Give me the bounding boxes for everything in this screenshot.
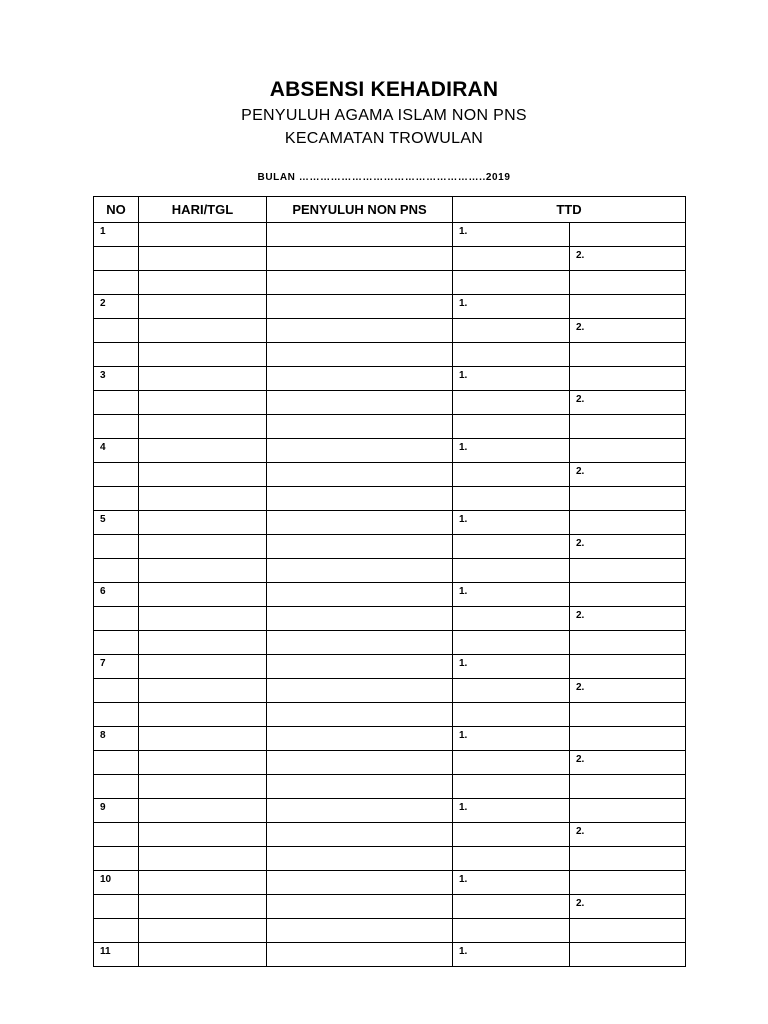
table-row <box>94 775 686 799</box>
signature-2-cell[interactable] <box>570 367 686 391</box>
signature-1-cell[interactable]: 1. <box>453 439 570 463</box>
name-cell[interactable] <box>267 295 453 319</box>
signature-2-cell[interactable] <box>570 295 686 319</box>
signature-1-cell[interactable] <box>453 775 570 799</box>
entry-number-cell <box>94 463 139 487</box>
date-cell[interactable] <box>139 463 267 487</box>
table-row <box>94 343 686 367</box>
table-row <box>94 559 686 583</box>
signature-1-cell[interactable] <box>453 895 570 919</box>
signature-2-cell[interactable] <box>570 223 686 247</box>
entry-number-cell <box>94 391 139 415</box>
entry-number-cell <box>94 607 139 631</box>
signature-1-cell[interactable] <box>453 535 570 559</box>
entry-number-cell <box>94 247 139 271</box>
entry-number-cell <box>94 487 139 511</box>
entry-number-cell <box>94 559 139 583</box>
month-field: BULAN ……………………………………………..2019 <box>257 172 511 183</box>
attendance-table <box>93 196 686 967</box>
entry-number-cell <box>94 271 139 295</box>
date-cell[interactable] <box>139 943 267 967</box>
document-subtitle-district: KECAMATAN TROWULAN <box>284 130 484 147</box>
table-row <box>94 919 686 943</box>
signature-1-cell[interactable] <box>453 415 570 439</box>
signature-1-cell[interactable] <box>453 823 570 847</box>
document-title: ABSENSI KEHADIRAN <box>269 78 499 101</box>
name-cell[interactable] <box>267 463 453 487</box>
signature-1-cell[interactable] <box>453 631 570 655</box>
column-header-no: NO <box>94 197 139 223</box>
date-cell[interactable] <box>139 415 267 439</box>
name-cell[interactable] <box>267 703 453 727</box>
date-cell[interactable] <box>139 751 267 775</box>
name-cell[interactable] <box>267 535 453 559</box>
signature-2-cell[interactable] <box>570 343 686 367</box>
name-cell[interactable] <box>267 895 453 919</box>
entry-number-cell <box>94 703 139 727</box>
entry-number-cell: 1 <box>94 223 139 247</box>
table-row <box>94 367 686 391</box>
table-row <box>94 823 686 847</box>
entry-number-cell <box>94 679 139 703</box>
signature-2-cell[interactable]: 2. <box>570 751 686 775</box>
signature-2-cell[interactable] <box>570 847 686 871</box>
entry-number-cell: 2 <box>94 295 139 319</box>
date-cell[interactable] <box>139 655 267 679</box>
name-cell[interactable] <box>267 367 453 391</box>
signature-2-cell[interactable] <box>570 271 686 295</box>
date-cell[interactable] <box>139 871 267 895</box>
signature-1-cell[interactable] <box>453 847 570 871</box>
column-header-signature: TTD <box>453 197 686 223</box>
table-row <box>94 607 686 631</box>
table-row <box>94 799 686 823</box>
signature-2-cell[interactable]: 2. <box>570 823 686 847</box>
signature-1-cell[interactable] <box>453 487 570 511</box>
table-row <box>94 703 686 727</box>
table-row <box>94 247 686 271</box>
entry-number-cell: 11 <box>94 943 139 967</box>
entry-number-cell <box>94 415 139 439</box>
table-row <box>94 511 686 535</box>
signature-1-cell[interactable]: 1. <box>453 799 570 823</box>
entry-number-cell <box>94 751 139 775</box>
date-cell[interactable] <box>139 559 267 583</box>
name-cell[interactable] <box>267 439 453 463</box>
table-row <box>94 271 686 295</box>
name-cell[interactable] <box>267 607 453 631</box>
entry-number-cell: 5 <box>94 511 139 535</box>
entry-number-cell <box>94 919 139 943</box>
date-cell[interactable] <box>139 487 267 511</box>
entry-number-cell <box>94 535 139 559</box>
signature-1-cell[interactable]: 1. <box>453 295 570 319</box>
date-cell[interactable] <box>139 679 267 703</box>
entry-number-cell: 7 <box>94 655 139 679</box>
name-cell[interactable] <box>267 415 453 439</box>
signature-2-cell[interactable] <box>570 415 686 439</box>
entry-number-cell <box>94 343 139 367</box>
date-cell[interactable] <box>139 799 267 823</box>
signature-1-cell[interactable] <box>453 703 570 727</box>
table-row <box>94 487 686 511</box>
entry-number-cell <box>94 775 139 799</box>
entry-number-cell: 6 <box>94 583 139 607</box>
name-cell[interactable] <box>267 823 453 847</box>
signature-1-cell[interactable]: 1. <box>453 943 570 967</box>
signature-1-cell[interactable] <box>453 391 570 415</box>
signature-1-cell[interactable]: 1. <box>453 223 570 247</box>
name-cell[interactable] <box>267 631 453 655</box>
name-cell[interactable] <box>267 655 453 679</box>
date-cell[interactable] <box>139 391 267 415</box>
entry-number-cell <box>94 319 139 343</box>
signature-1-cell[interactable] <box>453 607 570 631</box>
entry-number-cell <box>94 847 139 871</box>
signature-2-cell[interactable] <box>570 439 686 463</box>
name-cell[interactable] <box>267 943 453 967</box>
name-cell[interactable] <box>267 511 453 535</box>
table-row <box>94 223 686 247</box>
signature-1-cell[interactable]: 1. <box>453 871 570 895</box>
signature-2-cell[interactable]: 2. <box>570 895 686 919</box>
table-row <box>94 535 686 559</box>
signature-2-cell[interactable] <box>570 559 686 583</box>
name-cell[interactable] <box>267 751 453 775</box>
signature-1-cell[interactable]: 1. <box>453 367 570 391</box>
entry-number-cell: 4 <box>94 439 139 463</box>
table-row <box>94 943 686 967</box>
signature-2-cell[interactable] <box>570 943 686 967</box>
name-cell[interactable] <box>267 319 453 343</box>
signature-2-cell[interactable] <box>570 775 686 799</box>
entry-number-cell: 3 <box>94 367 139 391</box>
table-row <box>94 679 686 703</box>
date-cell[interactable] <box>139 847 267 871</box>
name-cell[interactable] <box>267 223 453 247</box>
signature-2-cell[interactable] <box>570 919 686 943</box>
table-row <box>94 895 686 919</box>
signature-2-cell[interactable] <box>570 631 686 655</box>
date-cell[interactable] <box>139 727 267 751</box>
signature-1-cell[interactable] <box>453 751 570 775</box>
name-cell[interactable] <box>267 487 453 511</box>
date-cell[interactable] <box>139 295 267 319</box>
signature-1-cell[interactable]: 1. <box>453 583 570 607</box>
table-row <box>94 847 686 871</box>
signature-1-cell[interactable]: 1. <box>453 511 570 535</box>
column-header-date: HARI/TGL <box>139 197 267 223</box>
date-cell[interactable] <box>139 607 267 631</box>
signature-1-cell[interactable] <box>453 271 570 295</box>
signature-2-cell[interactable]: 2. <box>570 319 686 343</box>
table-row <box>94 319 686 343</box>
table-row <box>94 391 686 415</box>
table-row <box>94 751 686 775</box>
date-cell[interactable] <box>139 247 267 271</box>
entry-number-cell <box>94 895 139 919</box>
name-cell[interactable] <box>267 871 453 895</box>
table-row <box>94 439 686 463</box>
signature-2-cell[interactable]: 2. <box>570 463 686 487</box>
date-cell[interactable] <box>139 271 267 295</box>
name-cell[interactable] <box>267 247 453 271</box>
entry-number-cell <box>94 823 139 847</box>
signature-2-cell[interactable] <box>570 655 686 679</box>
date-cell[interactable] <box>139 823 267 847</box>
signature-2-cell[interactable]: 2. <box>570 535 686 559</box>
date-cell[interactable] <box>139 343 267 367</box>
name-cell[interactable] <box>267 559 453 583</box>
signature-2-cell[interactable] <box>570 703 686 727</box>
attendance-table-body <box>94 223 686 967</box>
date-cell[interactable] <box>139 919 267 943</box>
date-cell[interactable] <box>139 895 267 919</box>
table-row <box>94 295 686 319</box>
table-header-row <box>94 197 686 223</box>
table-row <box>94 631 686 655</box>
signature-2-cell[interactable] <box>570 871 686 895</box>
date-cell[interactable] <box>139 535 267 559</box>
signature-1-cell[interactable]: 1. <box>453 727 570 751</box>
signature-2-cell[interactable]: 2. <box>570 607 686 631</box>
name-cell[interactable] <box>267 391 453 415</box>
table-row <box>94 415 686 439</box>
name-cell[interactable] <box>267 679 453 703</box>
name-cell[interactable] <box>267 727 453 751</box>
table-row <box>94 463 686 487</box>
entry-number-cell <box>94 631 139 655</box>
date-cell[interactable] <box>139 223 267 247</box>
entry-number-cell: 8 <box>94 727 139 751</box>
date-cell[interactable] <box>139 631 267 655</box>
table-row <box>94 583 686 607</box>
date-cell[interactable] <box>139 583 267 607</box>
signature-2-cell[interactable] <box>570 583 686 607</box>
signature-1-cell[interactable]: 1. <box>453 655 570 679</box>
name-cell[interactable] <box>267 799 453 823</box>
signature-2-cell[interactable] <box>570 799 686 823</box>
date-cell[interactable] <box>139 319 267 343</box>
signature-1-cell[interactable] <box>453 679 570 703</box>
name-cell[interactable] <box>267 775 453 799</box>
table-row <box>94 871 686 895</box>
column-header-name: PENYULUH NON PNS <box>267 197 453 223</box>
name-cell[interactable] <box>267 583 453 607</box>
signature-2-cell[interactable] <box>570 727 686 751</box>
name-cell[interactable] <box>267 343 453 367</box>
date-cell[interactable] <box>139 703 267 727</box>
entry-number-cell: 9 <box>94 799 139 823</box>
signature-1-cell[interactable] <box>453 463 570 487</box>
signature-1-cell[interactable] <box>453 919 570 943</box>
table-row <box>94 655 686 679</box>
signature-2-cell[interactable]: 2. <box>570 679 686 703</box>
name-cell[interactable] <box>267 271 453 295</box>
signature-1-cell[interactable] <box>453 343 570 367</box>
signature-2-cell[interactable]: 2. <box>570 391 686 415</box>
name-cell[interactable] <box>267 919 453 943</box>
signature-2-cell[interactable] <box>570 511 686 535</box>
signature-1-cell[interactable] <box>453 319 570 343</box>
document-subtitle-organization: PENYULUH AGAMA ISLAM NON PNS <box>241 107 527 124</box>
date-cell[interactable] <box>139 367 267 391</box>
date-cell[interactable] <box>139 439 267 463</box>
signature-2-cell[interactable]: 2. <box>570 247 686 271</box>
date-cell[interactable] <box>139 775 267 799</box>
entry-number-cell: 10 <box>94 871 139 895</box>
signature-2-cell[interactable] <box>570 487 686 511</box>
signature-1-cell[interactable] <box>453 247 570 271</box>
name-cell[interactable] <box>267 847 453 871</box>
table-row <box>94 727 686 751</box>
signature-1-cell[interactable] <box>453 559 570 583</box>
date-cell[interactable] <box>139 511 267 535</box>
